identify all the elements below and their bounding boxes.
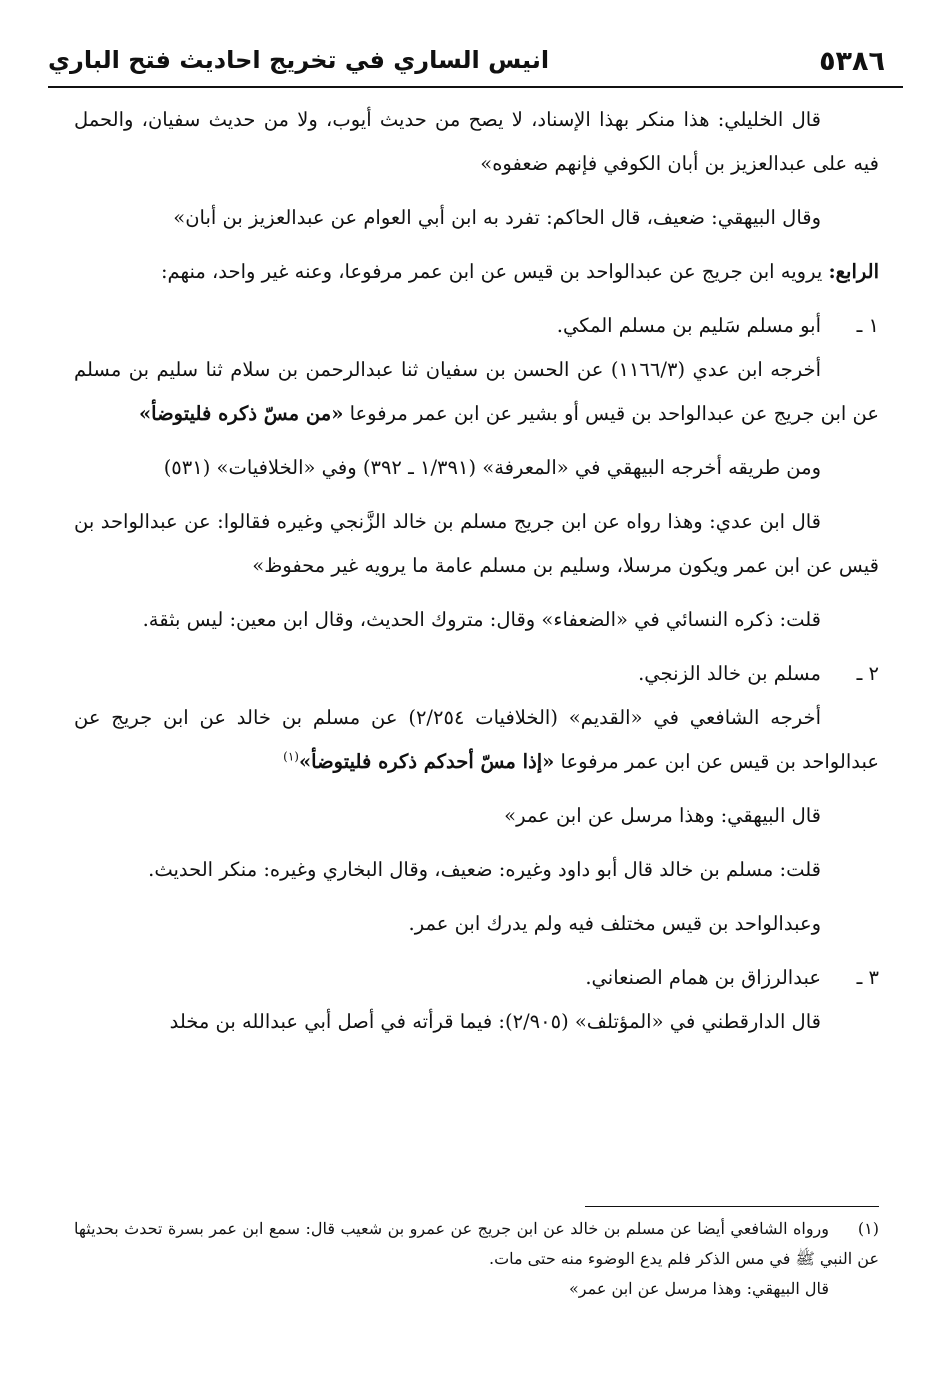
list-item-text: مسلم بن خالد الزنجي.: [638, 662, 821, 685]
paragraph-marifa: ومن طريقه أخرجه البيهقي في «المعرفة» (١/٣٩١ ـ ٣٩٢) وفي «الخلافيات» (٥٣١): [163, 456, 821, 479]
paragraph-bayhaqi-mursal: قال البيهقي: وهذا مرسل عن ابن عمر»: [504, 804, 821, 827]
footnotes: [74, 1214, 879, 1304]
list-item-number: ١ ـ: [856, 314, 879, 337]
footnote-marker: (١): [857, 1219, 880, 1238]
footnote-1-continuation: قال البيهقي: وهذا مرسل عن ابن عمر»: [569, 1279, 829, 1298]
main-text: [74, 98, 879, 1054]
footnote-1: [74, 1214, 879, 1274]
paragraph-ibn-adi-takhrij: [74, 348, 879, 436]
running-title: انيس الساري في تخريج احاديث فتح الباري: [48, 46, 550, 74]
fourth-text: يرويه ابن جريج عن عبدالواحد بن قيس عن ابن عمر مرفوعا، وعنه غير واحد، منهم:: [160, 260, 829, 283]
paragraph-ibn-adi-comment: قال ابن عدي: وهذا رواه عن ابن جريج مسلم بن خالد الزَّنجي وغيره فقالوا: عن عبدالواحد بن قيس عن ابن عمر ويكون مرسلا، وسليم بن مسلم عامة ما يرويه غير محفوظ»: [74, 510, 879, 577]
footnote-separator: [585, 1206, 879, 1207]
footnote-text: ورواه الشافعي أيضا عن مسلم بن خالد عن ابن جريج عن عمرو بن شعيب قال: سمع ابن عمر بسرة تحدث بحديثها عن النبي ﷺ في مس الذكر فلم يدع الوضوء منه حتى مات.: [74, 1219, 879, 1268]
page-number: ٥٣٨٦: [819, 46, 885, 77]
paragraph-shafii: [74, 696, 879, 784]
paragraph-bayhaqi-hakim: وقال البيهقي: ضعيف، قال الحاكم: تفرد به ابن أبي العوام عن عبدالعزيز بن أبان»: [173, 206, 821, 229]
list-item-text: أبو مسلم سَليم بن مسلم المكي.: [556, 314, 821, 337]
list-item-text: عبدالرزاق بن همام الصنعاني.: [585, 966, 821, 989]
hadith-text: «من مسّ ذكره فليتوضأ»: [138, 402, 344, 425]
paragraph-muslim-khalid: قلت: مسلم بن خالد قال أبو داود وغيره: ضعيف، وقال البخاري وغيره: منكر الحديث.: [148, 858, 821, 881]
paragraph-text: أخرجه ابن عدي (١١٦٦/٣) عن الحسن بن سفيان ثنا عبدالرحمن بن سلام ثنا سليم بن مسلم عن ابن جريج عن عبدالواحد بن قيس أو بشير عن ابن عمر مرفوعا: [74, 358, 879, 425]
paragraph-daraqutni: قال الدارقطني في «المؤتلف» (٢/٩٠٥): فيما قرأته في أصل أبي عبدالله بن مخلد: [169, 1010, 821, 1033]
fourth-label: الرابع:: [828, 260, 879, 283]
page-header: [48, 40, 903, 88]
paragraph-nasai: قلت: ذكره النسائي في «الضعفاء» وقال: متروك الحديث، وقال ابن معين: ليس بثقة.: [142, 608, 821, 631]
list-item-1: [74, 304, 879, 348]
paragraph-fourth-way: [74, 250, 879, 294]
paragraph-khalili: قال الخليلي: هذا منكر بهذا الإسناد، لا يصح من حديث أيوب، ولا من حديث سفيان، والحمل فيه على عبدالعزيز بن أبان الكوفي فإنهم ضعفوه»: [74, 108, 879, 175]
footnote-reference[interactable]: (١): [283, 749, 299, 764]
list-item-number: ٣ ـ: [856, 966, 879, 989]
paragraph-abdulwahid: وعبدالواحد بن قيس مختلف فيه ولم يدرك ابن عمر.: [408, 912, 821, 935]
paragraph-text: أخرجه الشافعي في «القديم» (الخلافيات ٢/٢٥٤) عن مسلم بن خالد عن ابن جريج عن عبدالواحد بن قيس عن ابن عمر مرفوعا: [74, 706, 879, 773]
list-item-2: [74, 652, 879, 696]
list-item-3: [74, 956, 879, 1000]
list-item-number: ٢ ـ: [856, 662, 879, 685]
hadith-text: «إذا مسّ أحدكم ذكره فليتوضأ»: [298, 750, 555, 773]
